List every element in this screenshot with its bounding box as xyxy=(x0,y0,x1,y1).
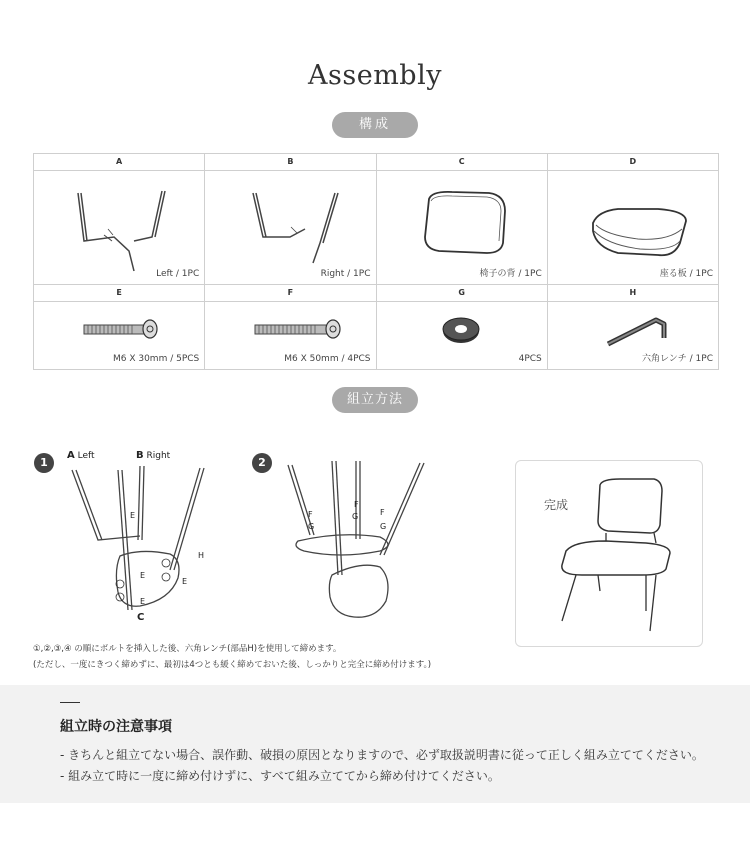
step-2-diagram xyxy=(280,455,440,625)
part-cell-g xyxy=(376,302,547,370)
part-cell-a xyxy=(34,171,205,285)
caution-item-1: - きちんと組立てない場合、誤作動、破損の原因となりますので、必ず取扱説明書に従って正しく組み立ててください。 xyxy=(60,748,704,762)
part-cell-e xyxy=(34,302,205,370)
section-pill-parts: 構成 xyxy=(332,112,418,138)
label-b: B Right xyxy=(136,450,171,461)
page-title: Assembly xyxy=(308,60,442,91)
svg-text:G: G xyxy=(352,512,359,521)
svg-text:F: F xyxy=(308,510,313,519)
part-caption-g: 4PCS xyxy=(518,354,542,364)
caution-title: 組立時の注意事項 xyxy=(60,719,172,735)
section-pill-method: 組立方法 xyxy=(332,387,418,413)
part-header-f: F xyxy=(205,285,376,302)
step-1-diagram xyxy=(60,460,230,620)
svg-text:E: E xyxy=(140,597,146,606)
label-c: C xyxy=(137,612,145,623)
svg-text:G: G xyxy=(308,522,315,531)
part-caption-h: 六角レンチ / 1PC xyxy=(642,354,713,364)
part-header-b: B xyxy=(205,154,376,171)
svg-text:F: F xyxy=(354,500,359,509)
part-header-e: E xyxy=(34,285,205,302)
part-cell-c xyxy=(376,171,547,285)
finished-label: 完成 xyxy=(544,498,569,512)
part-caption-f: M6 X 50mm / 4PCS xyxy=(284,354,371,364)
part-header-c: C xyxy=(376,154,547,171)
finished-chair-icon xyxy=(546,471,696,641)
parts-table xyxy=(33,153,719,370)
part-caption-a: Left / 1PC xyxy=(156,269,200,279)
step-1-badge: 1 xyxy=(34,453,54,473)
svg-text:E: E xyxy=(182,577,188,586)
svg-text:E: E xyxy=(140,571,146,580)
svg-text:H: H xyxy=(198,551,205,560)
step-2-badge: 2 xyxy=(252,453,272,473)
left-frame-icon xyxy=(34,171,198,285)
part-header-d: D xyxy=(547,154,718,171)
part-caption-d: 座る板 / 1PC xyxy=(659,269,713,279)
part-cell-b xyxy=(205,171,376,285)
part-header-h: H xyxy=(547,285,718,302)
caution-divider xyxy=(60,702,80,703)
part-caption-b: Right / 1PC xyxy=(320,269,371,279)
step-note-1: ①,②,③,④ の順にボルトを挿入した後、六角レンチ(部品H)を使用して締めます。 xyxy=(33,644,342,654)
svg-text:G: G xyxy=(380,522,387,531)
part-cell-h xyxy=(547,302,718,370)
right-frame-icon xyxy=(205,171,381,285)
caution-panel xyxy=(0,685,750,803)
caution-item-2: - 組み立て時に一度に締め付けずに、すべて組み立ててから締め付けてください。 xyxy=(60,769,500,783)
label-a: A Left xyxy=(67,450,95,461)
part-header-g: G xyxy=(376,285,547,302)
finished-box xyxy=(515,460,703,647)
part-header-a: A xyxy=(34,154,205,171)
svg-text:E: E xyxy=(130,511,136,520)
step-note-2: (ただし、一度にきつく締めずに、最初は4つとも緩く締めておいた後、しっかりと完全に締め付けます。) xyxy=(33,660,432,670)
svg-text:F: F xyxy=(380,508,385,517)
part-cell-f xyxy=(205,302,376,370)
part-caption-c: 椅子の背 / 1PC xyxy=(479,269,542,279)
part-cell-d xyxy=(547,171,718,285)
part-caption-e: M6 X 30mm / 5PCS xyxy=(112,354,200,364)
